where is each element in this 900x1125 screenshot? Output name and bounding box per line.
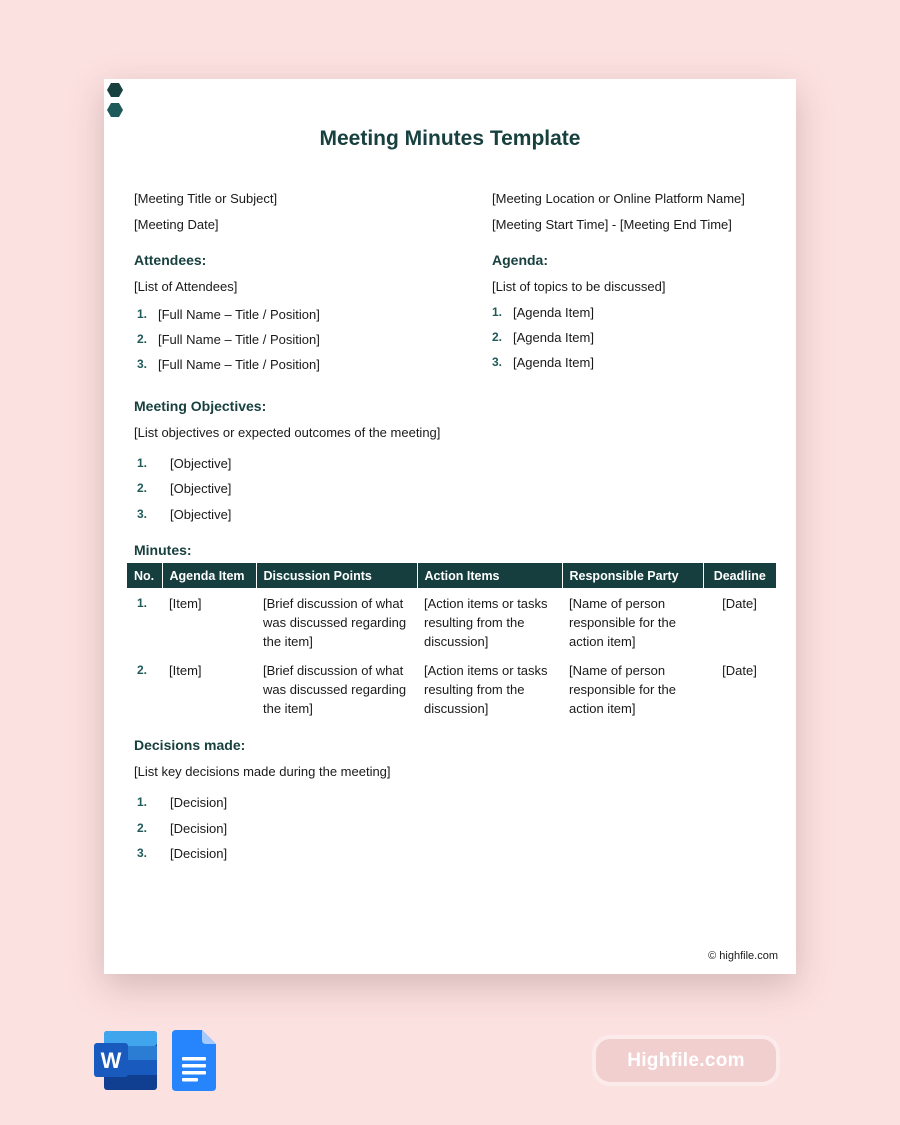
- meeting-title-field: [Meeting Title or Subject]: [134, 191, 278, 206]
- column-header-discussion-points: Discussion Points: [256, 563, 417, 588]
- objectives-heading: Meeting Objectives:: [134, 398, 267, 414]
- table-header-row: [127, 563, 776, 588]
- objective-item: [Objective]: [170, 456, 232, 471]
- decisions-heading: Decisions made:: [134, 737, 246, 753]
- attendees-heading: Attendees:: [134, 252, 207, 268]
- copyright-text: © highfile.com: [708, 950, 778, 962]
- hexagon-icon: [107, 103, 123, 117]
- row-number: 1.: [137, 596, 148, 610]
- agenda-number: 1.: [492, 305, 503, 319]
- agenda-item: [Agenda Item]: [513, 330, 594, 345]
- action-cell: [Action items or tasks resulting from the discussion]: [424, 663, 548, 716]
- meeting-time-field: [Meeting Start Time] - [Meeting End Time]: [492, 217, 732, 232]
- attendees-subtitle: [List of Attendees]: [134, 279, 238, 294]
- deadline-cell: [Date]: [722, 596, 757, 611]
- objectives-subtitle: [List objectives or expected outcomes of the meeting]: [134, 425, 441, 440]
- table-row: [127, 655, 776, 722]
- attendee-number: 2.: [137, 332, 148, 346]
- action-cell: [Action items or tasks resulting from the discussion]: [424, 596, 548, 649]
- minutes-table: [127, 563, 776, 722]
- column-header-responsible-party: Responsible Party: [562, 563, 703, 588]
- row-number: 2.: [137, 663, 148, 677]
- decision-number: 1.: [137, 795, 148, 809]
- document-title: Meeting Minutes Template: [319, 127, 581, 150]
- column-header-action-items: Action Items: [417, 563, 562, 588]
- decision-item: [Decision]: [170, 795, 228, 810]
- meeting-location-field: [Meeting Location or Online Platform Name]: [492, 191, 745, 206]
- microsoft-word-icon[interactable]: [94, 1031, 157, 1090]
- meeting-date-field: [Meeting Date]: [134, 217, 219, 232]
- agenda-item: [Agenda Item]: [513, 355, 594, 370]
- column-header-no: No.: [127, 563, 162, 588]
- agenda-number: 2.: [492, 330, 503, 344]
- google-docs-icon[interactable]: [172, 1030, 216, 1091]
- objective-number: 1.: [137, 456, 148, 470]
- agenda-heading: Agenda:: [492, 252, 548, 268]
- objective-number: 2.: [137, 481, 148, 495]
- hexagon-icon: [107, 83, 123, 97]
- attendee-item: [Full Name – Title / Position]: [158, 357, 320, 372]
- responsible-cell: [Name of person responsible for the action item]: [569, 663, 676, 716]
- discussion-cell: [Brief discussion of what was discussed regarding the item]: [263, 663, 407, 716]
- agenda-item: [Agenda Item]: [513, 305, 594, 320]
- document-page: [104, 79, 796, 974]
- objective-item: [Objective]: [170, 481, 232, 496]
- minutes-heading: Minutes:: [134, 542, 192, 558]
- word-letter: W: [100, 1048, 122, 1073]
- decision-number: 3.: [137, 846, 148, 860]
- deadline-cell: [Date]: [722, 663, 757, 678]
- decisions-subtitle: [List key decisions made during the meeting]: [134, 764, 391, 779]
- highfile-brand-badge[interactable]: Highfile.com: [596, 1039, 776, 1082]
- objective-number: 3.: [137, 507, 148, 521]
- attendee-number: 1.: [137, 307, 148, 321]
- attendee-item: [Full Name – Title / Position]: [158, 307, 320, 322]
- discussion-cell: [Brief discussion of what was discussed regarding the item]: [263, 596, 407, 649]
- decision-item: [Decision]: [170, 846, 228, 861]
- agenda-subtitle: [List of topics to be discussed]: [492, 279, 666, 294]
- column-header-agenda-item: Agenda Item: [162, 563, 256, 588]
- agenda-item-cell: [Item]: [169, 596, 202, 611]
- attendee-item: [Full Name – Title / Position]: [158, 332, 320, 347]
- column-header-deadline: Deadline: [703, 563, 776, 588]
- agenda-number: 3.: [492, 355, 503, 369]
- responsible-cell: [Name of person responsible for the action item]: [569, 596, 676, 649]
- decision-number: 2.: [137, 821, 148, 835]
- attendee-number: 3.: [137, 357, 148, 371]
- decision-item: [Decision]: [170, 821, 228, 836]
- table-row: [127, 588, 776, 655]
- objective-item: [Objective]: [170, 507, 232, 522]
- agenda-item-cell: [Item]: [169, 663, 202, 678]
